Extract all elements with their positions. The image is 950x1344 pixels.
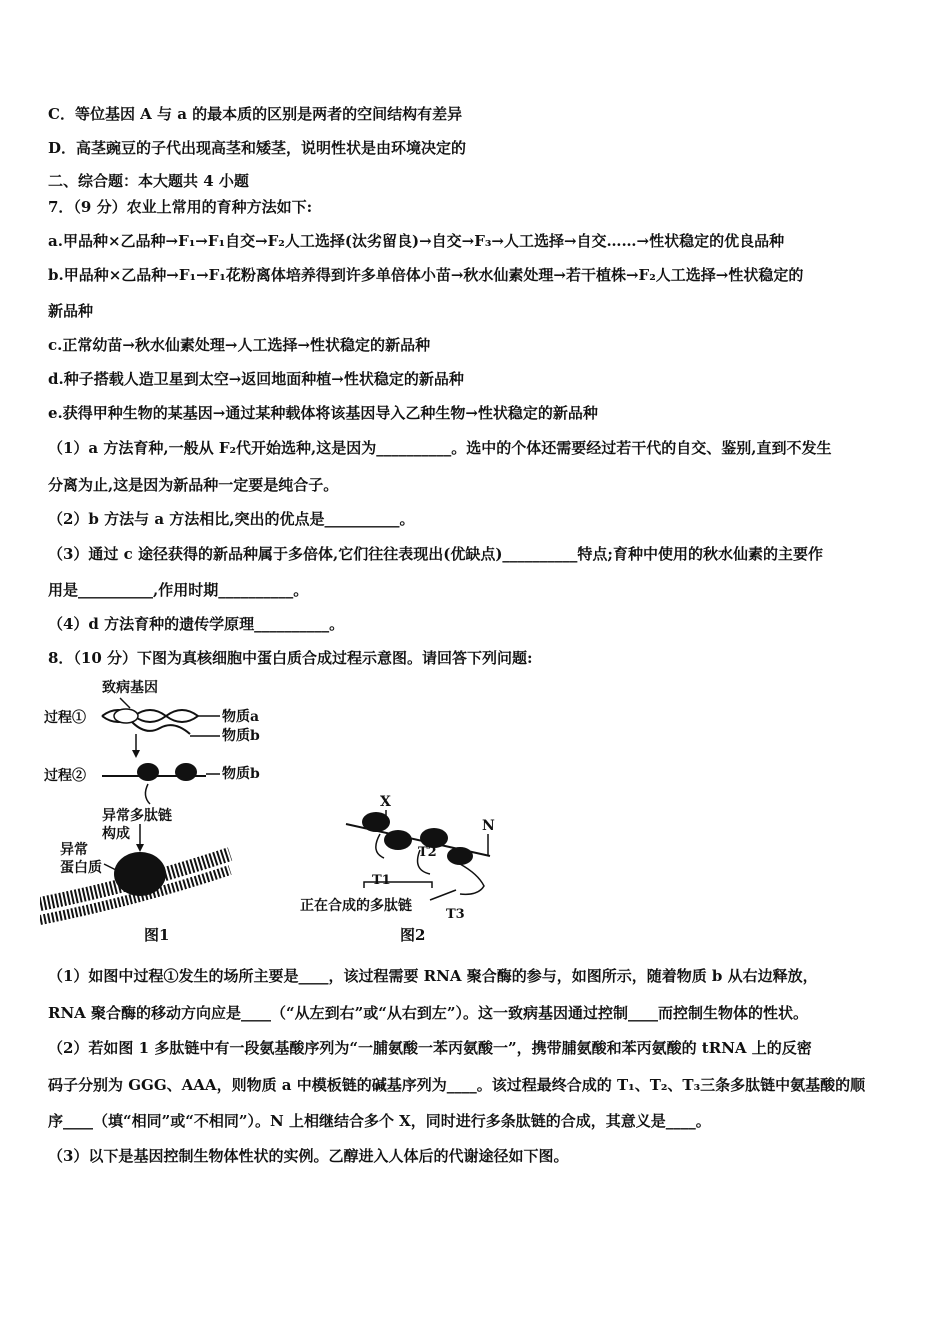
option-c: C．等位基因 A 与 a 的最本质的区别是两者的空间结构有差异 [48, 105, 463, 123]
question-8-2-line3: 序____（填“相同”或“不相同”）。N 上相继结合多个 X，同时进行多条肽链的合成，其意义是____。 [48, 1112, 711, 1130]
substance-b-label-1: 物质b [222, 728, 260, 744]
option-d: D．高茎豌豆的子代出现高茎和矮茎，说明性状是由环境决定的 [48, 139, 467, 157]
question-8-title: 8．（10 分）下图为真核细胞中蛋白质合成过程示意图。请回答下列问题: [48, 649, 533, 667]
question-8-2-line2: 码子分别为 GGG、AAA，则物质 a 中模板链的碱基序列为____。该过程最终合成的 T₁、T₂、T₃三条多肽链中氨基酸的顺 [48, 1076, 866, 1094]
protein-synthesis-figure [40, 674, 560, 954]
method-c: c.正常幼苗→秋水仙素处理→人工选择→性状稳定的新品种 [48, 336, 431, 354]
t1-label: T1 [372, 873, 391, 888]
method-b-line1: b.甲品种×乙品种→F₁→F₁花粉离体培养得到许多单倍体小苗→秋水仙素处理→若干植株→F₂人工选择→性状稳定的 [48, 266, 804, 284]
question-7-1-line1: （1）a 方法育种,一般从 F₂代开始选种,这是因为__________。选中的个体还需要经过若干代的自交、鉴别,直到不发生 [48, 439, 832, 457]
t3-label: T3 [446, 907, 465, 922]
chain-t3 [460, 864, 484, 894]
method-e: e.获得甲种生物的某基因→通过某种载体将该基因导入乙种生物→性状稳定的新品种 [48, 404, 598, 422]
ribosome-1 [137, 763, 159, 781]
question-7-2: （2）b 方法与 a 方法相比,突出的优点是__________。 [48, 510, 415, 528]
abnormal-label: 异常 [60, 842, 88, 858]
method-b-line2: 新品种 [48, 302, 94, 320]
ribosome-x4 [447, 847, 473, 865]
method-d: d.种子搭载人造卫星到太空→返回地面种植→性状稳定的新品种 [48, 370, 464, 388]
constitute-label: 构成 [102, 826, 130, 842]
abnormal-protein-blob [114, 852, 166, 896]
ribosome-x1 [362, 812, 390, 832]
n-label: N [482, 818, 495, 834]
ribosome-x2 [384, 830, 412, 850]
figure-svg [40, 674, 560, 954]
question-8-3: （3）以下是基因控制生物体性状的实例。乙醇进入人体后的代谢途径如下图。 [48, 1147, 569, 1165]
rna-polymerase [114, 709, 138, 723]
protein-label: 蛋白质 [60, 860, 102, 876]
question-7-3-line1: （3）通过 c 途径获得的新品种属于多倍体,它们往往表现出(优缺点)__________特点;育种中使用的秋水仙素的主要作 [48, 545, 823, 563]
figure-2-caption: 图2 [400, 926, 426, 944]
question-7-title: 7．（9 分）农业上常用的育种方法如下: [48, 198, 313, 216]
method-a: a.甲品种×乙品种→F₁→F₁自交→F₂人工选择(汰劣留良)→自交→F₃→人工选择→自交……→性状稳定的优良品种 [48, 232, 785, 250]
substance-a-label: 物质a [222, 709, 260, 725]
question-7-3-line2: 用是__________,作用时期__________。 [48, 581, 309, 599]
question-8-1-line1: （1）如图中过程①发生的场所主要是____，该过程需要 RNA 聚合酶的参与，如图所示，随着物质 b 从右边释放， [48, 967, 818, 985]
synthesizing-chain-label: 正在合成的多肽链 [300, 898, 412, 914]
abnormal-chain-label: 异常多肽链 [102, 808, 172, 824]
question-8-1-line2: RNA 聚合酶的移动方向应是____（“从左到右”或“从右到左”）。这一致病基因通过控制____而控制生物体的性状。 [48, 1004, 809, 1022]
process-1-label: 过程① [44, 710, 86, 726]
section-heading: 二、综合题：本大题共 4 小题 [48, 172, 249, 190]
t2-label: T2 [418, 845, 437, 860]
figure-1-caption: 图1 [144, 926, 170, 944]
process-2-label: 过程② [44, 768, 86, 784]
gene-label: 致病基因 [102, 680, 158, 696]
chain-t1 [376, 834, 384, 858]
substance-b-label-2: 物质b [222, 766, 260, 782]
x-label: X [380, 794, 391, 810]
mrna-strand [132, 722, 190, 734]
question-8-2-line1: （2）若如图 1 多肽链中有一段氨基酸序列为“一脯氨酸一苯丙氨酸一”，携带脯氨酸和苯丙氨酸的 tRNA 上的反密 [48, 1039, 812, 1057]
question-7-4: （4）d 方法育种的遗传学原理__________。 [48, 615, 345, 633]
question-7-1-line2: 分离为止,这是因为新品种一定要是纯合子。 [48, 476, 339, 494]
ribosome-2 [175, 763, 197, 781]
